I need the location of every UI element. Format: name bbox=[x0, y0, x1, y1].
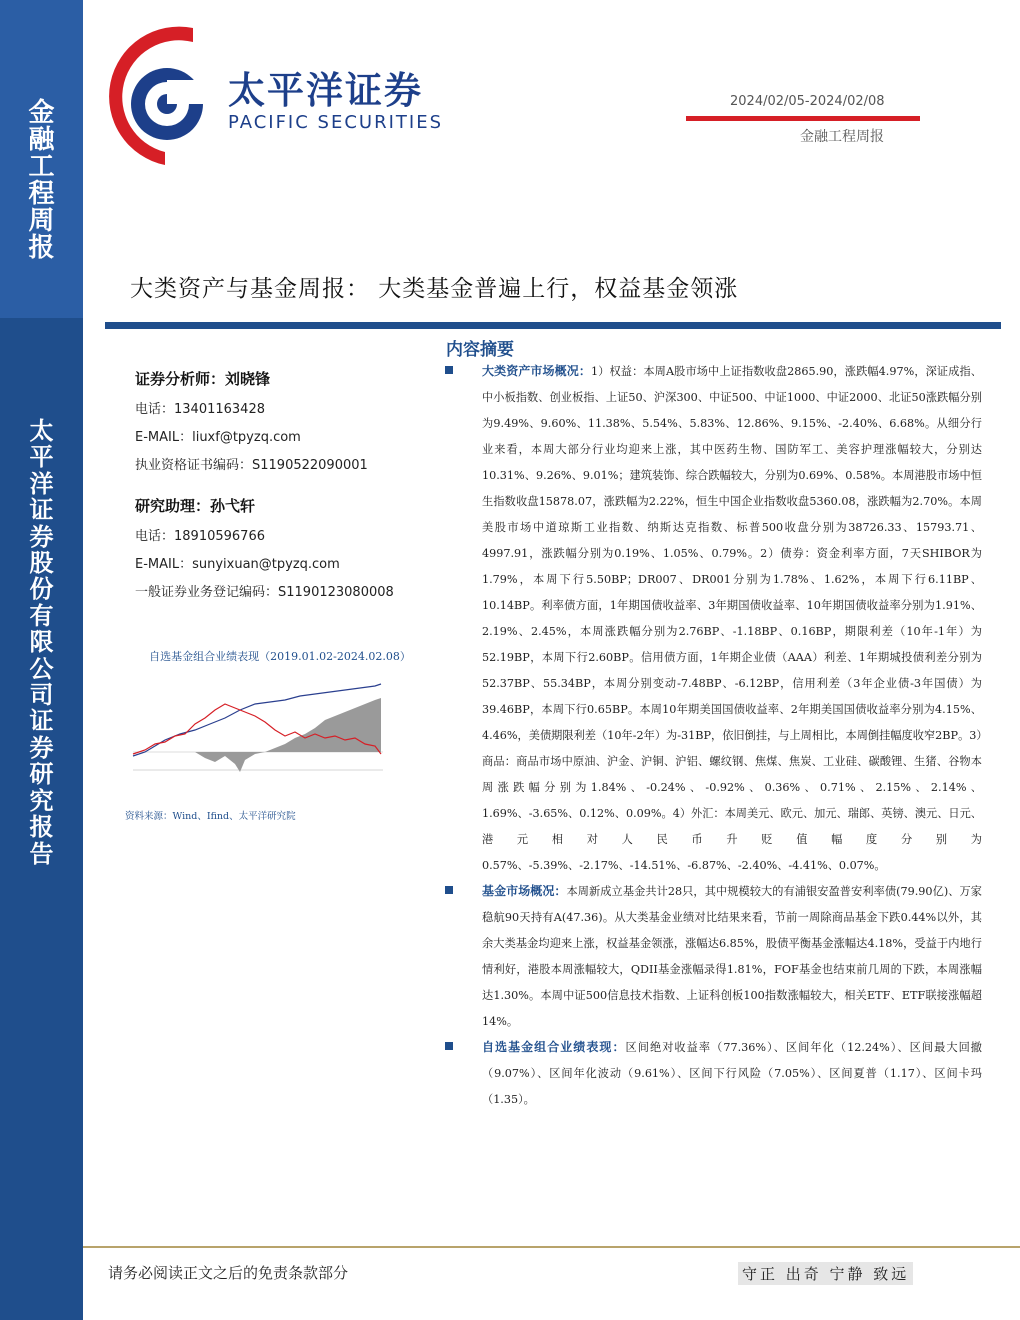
bullet-square-icon bbox=[445, 366, 453, 374]
assistant-block bbox=[135, 495, 394, 600]
sidebar-char: 告 bbox=[29, 839, 54, 868]
assistant-role: 研究助理：孙弋轩 bbox=[135, 497, 256, 515]
sidebar-char: 股 bbox=[29, 549, 54, 578]
analyst-block bbox=[135, 368, 368, 473]
sidebar-char: 金 bbox=[28, 98, 55, 128]
sidebar-char: 工 bbox=[28, 152, 55, 182]
portfolio-performance-chart bbox=[125, 674, 425, 802]
negative-area bbox=[195, 752, 265, 772]
sidebar-char: 证 bbox=[29, 707, 54, 736]
assistant-cert: 一般证券业务登记编码：S1190123080008 bbox=[135, 585, 394, 600]
sidebar-company-name bbox=[0, 418, 83, 867]
sidebar-char: 券 bbox=[29, 733, 54, 762]
summary-heading: 内容摘要 bbox=[446, 340, 514, 360]
sidebar-char: 报 bbox=[28, 233, 55, 263]
sidebar-char: 研 bbox=[29, 760, 54, 789]
sidebar-char: 周 bbox=[28, 206, 55, 236]
summary-item-portfolio bbox=[445, 1034, 982, 1113]
chart-source: 资料来源：Wind、Ifind、太平洋研究院 bbox=[125, 811, 296, 822]
summary-text: 本周新成立基金共计28只，其中规模较大的有浦银安盈普安利率债(79.90亿)、万家稳航90天持有A(47.36)。从大类基金业绩对比结果来看，节前一周除商品基金下跌0.44%以外，其余大类基金均迎来上涨，权益基金领涨，涨幅达6.85%，股债平衡基金涨幅达4.18%，受益于内地行情利好，港股本周涨幅较大，QDII基金涨幅录得1.81%，FOF基金也结束前几周的下跌，本周涨幅达1.30%。本周中证500信息技术指数、上证科创板100指数涨幅较大，相关ETF、ETF联接涨幅超14%。 bbox=[482, 885, 982, 1028]
bullet-square-icon bbox=[445, 886, 453, 894]
analyst-role: 证券分析师：刘晓锋 bbox=[135, 370, 271, 388]
summary-text: 1）权益：本周A股市场中上证指数收盘2865.90，涨跌幅4.97%，深证成指、中小板指数、创业板指、上证50、沪深300、中证500、中证1000、中证2000、北证50涨跌幅分别为9.49%、9.60%、11.38%、5.54%、5.83%、12.86%、9.15%、-2.40%、6.68%。从细分行业来看，本周大部分行业均迎来上涨，其中医药生物、国防军工、美容护理涨幅较大，分别达10.31%、9.26%、9.01%；建筑装饰、综合跌幅较大，分别为0.69%、0.58%。本周港股市场中恒生指数收盘15878.07，涨跌幅为2.22%，恒生中国企业指数收盘5360.08，涨跌幅为2.70%。本周美股市场中道琼斯工业指数、纳斯达克指数、标普500收盘分别为38726.33、15793.71、4997.91，涨跌幅分别为0.19%、1.05%、0.79%。2）债券：资金利率方面，7天SHIBOR为1.79%，本周下行5.50BP；DR007、DR001分别为1.78%、1.62%，本周下行6.11BP、10.14BP。利率债方面，1年期国债收益率、3年期国债收益率、10年期国债收益率分别为1.91%、2.19%、2.45%，本周涨跌幅分别为2.76BP、-1.18BP、0.16BP，期限利差（10年-1年）为52.19BP，本周下行2.60BP。信用债方面，1年期企业债（AAA）利差、1年期城投债利差分别为52.37BP、55.34BP，本周分别变动-7.48BP、-6.12BP，信用利差（3年企业债-3年国债）为39.46BP，本周下行0.65BP。本周10年期美国国债收益率、2年期美国国债收益率分别为4.15%、4.46%，美债期限利差（10年-2年）为-31BP，依旧倒挂，与上周相比，本周倒挂幅度收窄2BP。3）商品：商品市场中原油、沪金、沪铜、沪铝、螺纹钢、焦煤、焦炭、工业硅、碳酸锂、生猪、谷物本周涨跌幅分别为1.84%、-0.24%、-0.92%、0.36%、0.71%、2.15%、2.14%、1.69%、-3.65%、0.12%、0.09%。4）外汇：本周美元、欧元、加元、瑞郎、英镑、澳元、日元、港元相对人民币升贬值幅度分别为0.57%、-5.39%、-2.17%、-14.51%、-6.87%、-2.40%、-4.41%、0.07%。 bbox=[482, 365, 982, 872]
brand-name-cn: 太平洋证券 bbox=[228, 69, 423, 112]
footer-disclaimer: 请务必阅读正文之后的免责条款部分 bbox=[108, 1264, 349, 1282]
header-report-type: 金融工程周报 bbox=[800, 129, 884, 145]
assistant-phone: 电话：18910596766 bbox=[135, 529, 265, 544]
chart-plot-area bbox=[133, 684, 383, 772]
assistant-email[interactable]: E-MAIL：sunyixuan@tpyzq.com bbox=[135, 557, 340, 572]
sidebar-char: 份 bbox=[29, 575, 54, 604]
sidebar-char: 洋 bbox=[29, 469, 54, 498]
summary-lead: 自选基金组合业绩表现： bbox=[482, 1040, 626, 1054]
title-rule bbox=[105, 322, 1001, 329]
summary-lead: 基金市场概况： bbox=[482, 884, 567, 898]
sidebar-char: 究 bbox=[29, 786, 54, 815]
sidebar-char: 程 bbox=[28, 179, 55, 209]
sidebar-char: 限 bbox=[29, 628, 54, 657]
brand-name-en: PACIFIC SECURITIES bbox=[228, 112, 443, 133]
sidebar-char: 平 bbox=[29, 443, 54, 472]
analyst-phone: 电话：13401163428 bbox=[135, 402, 265, 417]
bullet-square-icon bbox=[445, 1042, 453, 1050]
date-range: 2024/02/05-2024/02/08 bbox=[730, 94, 885, 109]
sidebar-char: 报 bbox=[29, 813, 54, 842]
summary-item-market bbox=[445, 358, 982, 879]
drawdown-area bbox=[265, 698, 381, 752]
left-sidebar bbox=[0, 0, 83, 1320]
portfolio-chart-box bbox=[125, 648, 425, 822]
sidebar-char: 证 bbox=[29, 496, 54, 525]
sidebar-char: 融 bbox=[28, 125, 55, 155]
footer-motto: 守正 出奇 宁静 致远 bbox=[738, 1262, 913, 1285]
sidebar-char: 有 bbox=[29, 601, 54, 630]
summary-item-fund bbox=[445, 878, 982, 1035]
pacific-securities-logo bbox=[105, 20, 220, 170]
sidebar-char: 公 bbox=[29, 654, 54, 683]
header-red-bar bbox=[686, 116, 920, 121]
sidebar-char: 太 bbox=[29, 417, 54, 445]
chart-title: 自选基金组合业绩表现（2019.01.02-2024.02.08） bbox=[149, 650, 411, 663]
report-title: 大类资产与基金周报： 大类基金普遍上行，权益基金领涨 bbox=[130, 276, 739, 302]
sidebar-report-type bbox=[0, 100, 83, 262]
sidebar-char: 券 bbox=[29, 522, 54, 551]
summary-text: 区间绝对收益率（77.36%）、区间年化（12.24%）、区间最大回撤（9.07%）、区间年化波动（9.61%）、区间下行风险（7.05%）、区间夏普（1.17）、区间卡玛（1.35）。 bbox=[482, 1041, 982, 1106]
sidebar-char: 司 bbox=[29, 681, 54, 710]
analyst-email[interactable]: E-MAIL：liuxf@tpyzq.com bbox=[135, 430, 301, 445]
summary-lead: 大类资产市场概况： bbox=[482, 364, 591, 378]
footer-rule bbox=[83, 1246, 1020, 1248]
analyst-cert: 执业资格证书编码：S1190522090001 bbox=[135, 458, 368, 473]
